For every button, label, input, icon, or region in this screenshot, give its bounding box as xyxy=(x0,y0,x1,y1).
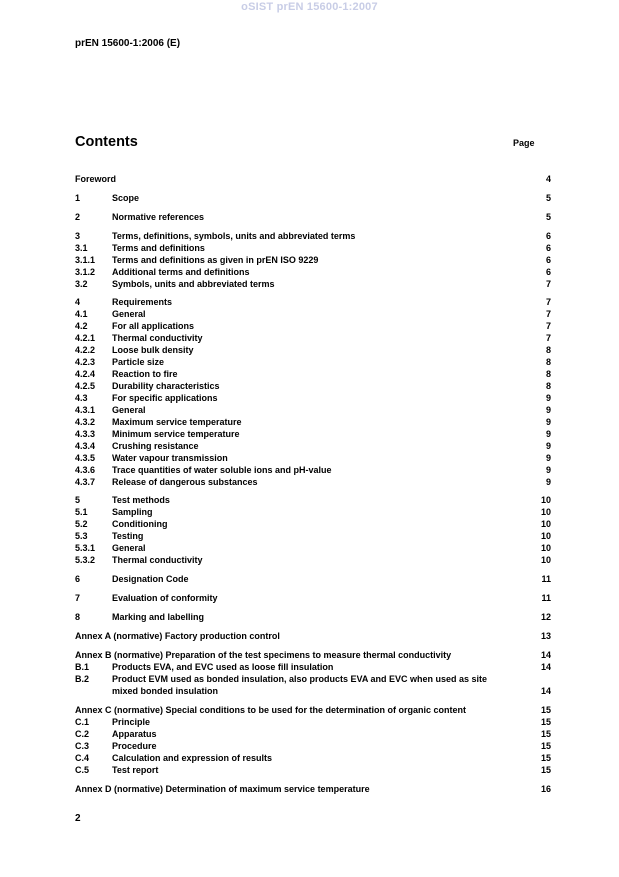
toc-entry-page: 8 xyxy=(545,357,551,367)
toc-entry-number: 4.3.4 xyxy=(75,441,96,451)
toc-entry-title[interactable]: General xyxy=(112,405,146,415)
toc-entry-title[interactable]: Annex B (normative) Preparation of the test specimens to measure thermal conductivity xyxy=(75,650,452,660)
toc-entry[interactable] xyxy=(75,452,551,464)
toc-entry-number: 4.3.5 xyxy=(75,453,96,463)
toc-entry-number: C.4 xyxy=(75,753,90,763)
toc-entry-page: 8 xyxy=(545,369,551,379)
toc-entry-title[interactable]: Normative references xyxy=(112,212,205,222)
toc-entry-number: 3.1 xyxy=(75,243,88,253)
toc-entry-page: 15 xyxy=(540,729,551,739)
toc-entry[interactable] xyxy=(75,673,551,697)
toc-entry-title[interactable]: Terms and definitions xyxy=(112,243,205,253)
toc-entry-title[interactable]: General xyxy=(112,543,146,553)
toc-entry-page: 10 xyxy=(540,507,551,517)
toc-entry-title[interactable]: Additional terms and definitions xyxy=(112,267,250,277)
toc-entry[interactable] xyxy=(75,296,551,308)
toc-entry-page: 6 xyxy=(545,255,551,265)
toc-entry-title[interactable]: Conditioning xyxy=(112,519,168,529)
toc-entry-title[interactable]: Loose bulk density xyxy=(112,345,194,355)
toc-entry-page: 14 xyxy=(540,686,551,696)
toc-entry-page: 8 xyxy=(545,381,551,391)
table-of-contents xyxy=(75,173,551,795)
toc-entry-number: 5.2 xyxy=(75,519,88,529)
toc-entry-number: 4.3.7 xyxy=(75,477,96,487)
toc-entry[interactable] xyxy=(75,464,551,476)
toc-entry-number: C.3 xyxy=(75,741,90,751)
toc-entry[interactable] xyxy=(75,506,551,518)
toc-entry[interactable] xyxy=(75,649,551,661)
toc-entry-page: 15 xyxy=(540,741,551,751)
toc-entry-page: 14 xyxy=(540,662,551,672)
toc-entry-number: 7 xyxy=(75,593,81,603)
toc-entry[interactable] xyxy=(75,530,551,542)
toc-entry-number: 4.1 xyxy=(75,309,88,319)
toc-entry-number: 4.2.5 xyxy=(75,381,96,391)
toc-entry-page: 9 xyxy=(545,453,551,463)
toc-entry[interactable] xyxy=(75,440,551,452)
toc-entry[interactable] xyxy=(75,192,551,204)
toc-entry-number: 5.1 xyxy=(75,507,88,517)
toc-entry[interactable] xyxy=(75,211,551,223)
toc-entry-title[interactable]: Maximum service temperature xyxy=(112,417,242,427)
toc-entry[interactable] xyxy=(75,380,551,392)
toc-entry-title[interactable]: Thermal conductivity xyxy=(112,555,203,565)
toc-entry-number: 3.1.2 xyxy=(75,267,96,277)
toc-entry-title[interactable]: Annex D (normative) Determination of maximum service temperature xyxy=(75,784,370,794)
toc-entry-title[interactable]: Apparatus xyxy=(112,729,157,739)
toc-entry-title[interactable]: Water vapour transmission xyxy=(112,453,228,463)
toc-entry-page: 4 xyxy=(545,174,551,184)
toc-entry-page: 5 xyxy=(545,193,551,203)
toc-entry-page: 14 xyxy=(540,650,551,660)
toc-entry-page: 11 xyxy=(541,574,551,584)
toc-entry-number: 4.2.3 xyxy=(75,357,96,367)
toc-entry-title[interactable]: Products EVA, and EVC used as loose fill insulation xyxy=(112,662,334,672)
document-id: prEN 15600-1:2006 (E) xyxy=(75,38,181,49)
toc-entry[interactable] xyxy=(75,592,551,604)
toc-entry[interactable] xyxy=(75,368,551,380)
toc-entry-number: B.1 xyxy=(75,662,90,672)
toc-entry-page: 9 xyxy=(545,465,551,475)
toc-entry[interactable] xyxy=(75,278,551,290)
toc-entry-number: 3.2 xyxy=(75,279,88,289)
toc-entry-number: C.1 xyxy=(75,717,90,727)
toc-entry[interactable] xyxy=(75,554,551,566)
toc-entry-number: 8 xyxy=(75,612,81,622)
toc-entry[interactable] xyxy=(75,740,551,752)
toc-entry-page: 10 xyxy=(540,555,551,565)
toc-entry-page: 5 xyxy=(545,212,551,222)
toc-entry-number: 4.2.2 xyxy=(75,345,96,355)
toc-entry[interactable] xyxy=(75,404,551,416)
toc-entry-number: B.2 xyxy=(75,674,90,684)
toc-entry[interactable] xyxy=(75,611,551,623)
toc-entry-title[interactable]: Thermal conductivity xyxy=(112,333,203,343)
toc-entry-page: 10 xyxy=(540,531,551,541)
toc-entry[interactable] xyxy=(75,332,551,344)
toc-entry-page: 6 xyxy=(545,267,551,277)
toc-entry[interactable] xyxy=(75,752,551,764)
toc-entry-title[interactable]: For specific applications xyxy=(112,393,218,403)
toc-entry-page: 7 xyxy=(545,297,551,307)
toc-entry-page: 9 xyxy=(545,405,551,415)
toc-entry-title[interactable]: Foreword xyxy=(75,174,117,184)
toc-entry[interactable] xyxy=(75,476,551,488)
toc-entry[interactable] xyxy=(75,356,551,368)
toc-entry-page: 9 xyxy=(545,429,551,439)
toc-entry-number: 4.3.3 xyxy=(75,429,96,439)
toc-entry-page: 9 xyxy=(545,417,551,427)
toc-entry-page: 15 xyxy=(540,753,551,763)
watermark: oSIST prEN 15600-1:2007 xyxy=(241,1,378,13)
toc-entry[interactable] xyxy=(75,320,551,332)
toc-entry-title[interactable]: Reaction to fire xyxy=(112,369,178,379)
toc-entry[interactable] xyxy=(75,173,551,185)
toc-entry-title[interactable]: Crushing resistance xyxy=(112,441,199,451)
toc-entry-title[interactable]: Trace quantities of water soluble ions and pH-value xyxy=(112,465,332,475)
toc-entry-number: 2 xyxy=(75,212,81,222)
toc-entry-page: 9 xyxy=(545,441,551,451)
toc-entry-title[interactable]: Terms, definitions, symbols, units and abbreviated terms xyxy=(112,231,356,241)
toc-entry-number: 4.3 xyxy=(75,393,88,403)
toc-entry[interactable] xyxy=(75,494,551,506)
page-column-heading: Page xyxy=(513,138,535,148)
toc-entry-number: 4.2 xyxy=(75,321,88,331)
toc-entry-number: 3.1.1 xyxy=(75,255,96,265)
toc-entry-page: 10 xyxy=(540,519,551,529)
toc-entry-title[interactable]: Symbols, units and abbreviated terms xyxy=(112,279,275,289)
toc-entry[interactable] xyxy=(75,344,551,356)
toc-entry-title[interactable]: Durability characteristics xyxy=(112,381,220,391)
toc-entry[interactable] xyxy=(75,242,551,254)
toc-entry-title[interactable]: Testing xyxy=(112,531,144,541)
toc-entry-title[interactable]: Terms and definitions as given in prEN ISO 9229 xyxy=(112,255,319,265)
toc-entry[interactable] xyxy=(75,518,551,530)
toc-entry-title[interactable]: Annex C (normative) Special conditions to be used for the determination of organic content xyxy=(75,705,467,715)
toc-entry-page: 7 xyxy=(545,279,551,289)
toc-entry-title[interactable]: Release of dangerous substances xyxy=(112,477,258,487)
toc-entry-number: 5.3 xyxy=(75,531,88,541)
toc-entry-title[interactable]: General xyxy=(112,309,146,319)
toc-entry-title[interactable]: Procedure xyxy=(112,741,157,751)
toc-entry-page: 9 xyxy=(545,393,551,403)
toc-entry[interactable] xyxy=(75,630,551,642)
toc-entry-number: C.5 xyxy=(75,765,90,775)
toc-entry-page: 16 xyxy=(540,784,551,794)
toc-entry-page: 11 xyxy=(541,593,551,603)
toc-entry[interactable] xyxy=(75,416,551,428)
toc-entry-title[interactable]: Calculation and expression of results xyxy=(112,753,273,763)
toc-entry[interactable] xyxy=(75,254,551,266)
toc-entry-title[interactable]: Principle xyxy=(112,717,151,727)
toc-entry-page: 7 xyxy=(545,309,551,319)
toc-entry-page: 15 xyxy=(540,705,551,715)
toc-entry-title[interactable]: Test report xyxy=(112,765,159,775)
toc-entry-number: 4.3.6 xyxy=(75,465,96,475)
toc-entry-number: C.2 xyxy=(75,729,90,739)
toc-entry-title[interactable]: Requirements xyxy=(112,297,173,307)
toc-entry-number: 4.2.4 xyxy=(75,369,96,379)
toc-entry-number: 5.3.1 xyxy=(75,543,96,553)
toc-entry-page: 6 xyxy=(545,243,551,253)
toc-entry-title[interactable]: For all applications xyxy=(112,321,195,331)
toc-entry[interactable] xyxy=(75,308,551,320)
toc-entry-page: 15 xyxy=(540,717,551,727)
toc-entry-page: 12 xyxy=(540,612,551,622)
toc-entry-number: 6 xyxy=(75,574,81,584)
toc-entry-page: 7 xyxy=(545,333,551,343)
toc-entry-page: 9 xyxy=(545,477,551,487)
toc-entry[interactable] xyxy=(75,573,551,585)
toc-entry-number: 3 xyxy=(75,231,81,241)
toc-entry-number: 5.3.2 xyxy=(75,555,96,565)
toc-entry[interactable] xyxy=(75,716,551,728)
toc-entry[interactable] xyxy=(75,428,551,440)
toc-entry-title[interactable]: Marking and labelling xyxy=(112,612,205,622)
toc-entry[interactable] xyxy=(75,661,551,673)
toc-entry-title[interactable]: Annex A (normative) Factory production control xyxy=(75,631,280,641)
toc-entry[interactable] xyxy=(75,704,551,716)
toc-entry-title[interactable]: Minimum service temperature xyxy=(112,429,240,439)
toc-entry-title[interactable]: Designation Code xyxy=(112,574,189,584)
toc-entry-page: 10 xyxy=(540,543,551,553)
toc-entry-number: 4 xyxy=(75,297,81,307)
toc-entry[interactable] xyxy=(75,783,551,795)
toc-entry-page: 8 xyxy=(545,345,551,355)
toc-entry-number: 1 xyxy=(75,193,81,203)
toc-entry[interactable] xyxy=(75,230,551,242)
toc-entry-number: 4.2.1 xyxy=(75,333,96,343)
toc-entry-page: 7 xyxy=(545,321,551,331)
toc-entry-title[interactable]: Evaluation of conformity xyxy=(112,593,218,603)
toc-entry-title[interactable]: Scope xyxy=(112,193,140,203)
toc-entry[interactable] xyxy=(75,728,551,740)
toc-entry[interactable] xyxy=(75,764,551,776)
toc-entry-number: 4.3.2 xyxy=(75,417,96,427)
toc-entry-number: 5 xyxy=(75,495,81,505)
toc-entry-number: 4.3.1 xyxy=(75,405,96,415)
toc-entry-title[interactable]: Sampling xyxy=(112,507,153,517)
toc-entry-page: 10 xyxy=(540,495,551,505)
toc-entry-title[interactable]: Test methods xyxy=(112,495,170,505)
toc-entry-title[interactable]: Product EVM used as bonded insulation, also products EVA and EVC when used as site mixed bonded insulation xyxy=(112,674,488,696)
toc-entry-page: 6 xyxy=(545,231,551,241)
toc-entry-page: 15 xyxy=(540,765,551,775)
toc-entry[interactable] xyxy=(75,392,551,404)
footer-page-number: 2 xyxy=(75,813,81,824)
toc-entry-page: 13 xyxy=(540,631,551,641)
toc-entry[interactable] xyxy=(75,542,551,554)
toc-entry-title[interactable]: Particle size xyxy=(112,357,165,367)
toc-entry[interactable] xyxy=(75,266,551,278)
contents-title: Contents xyxy=(75,134,138,150)
